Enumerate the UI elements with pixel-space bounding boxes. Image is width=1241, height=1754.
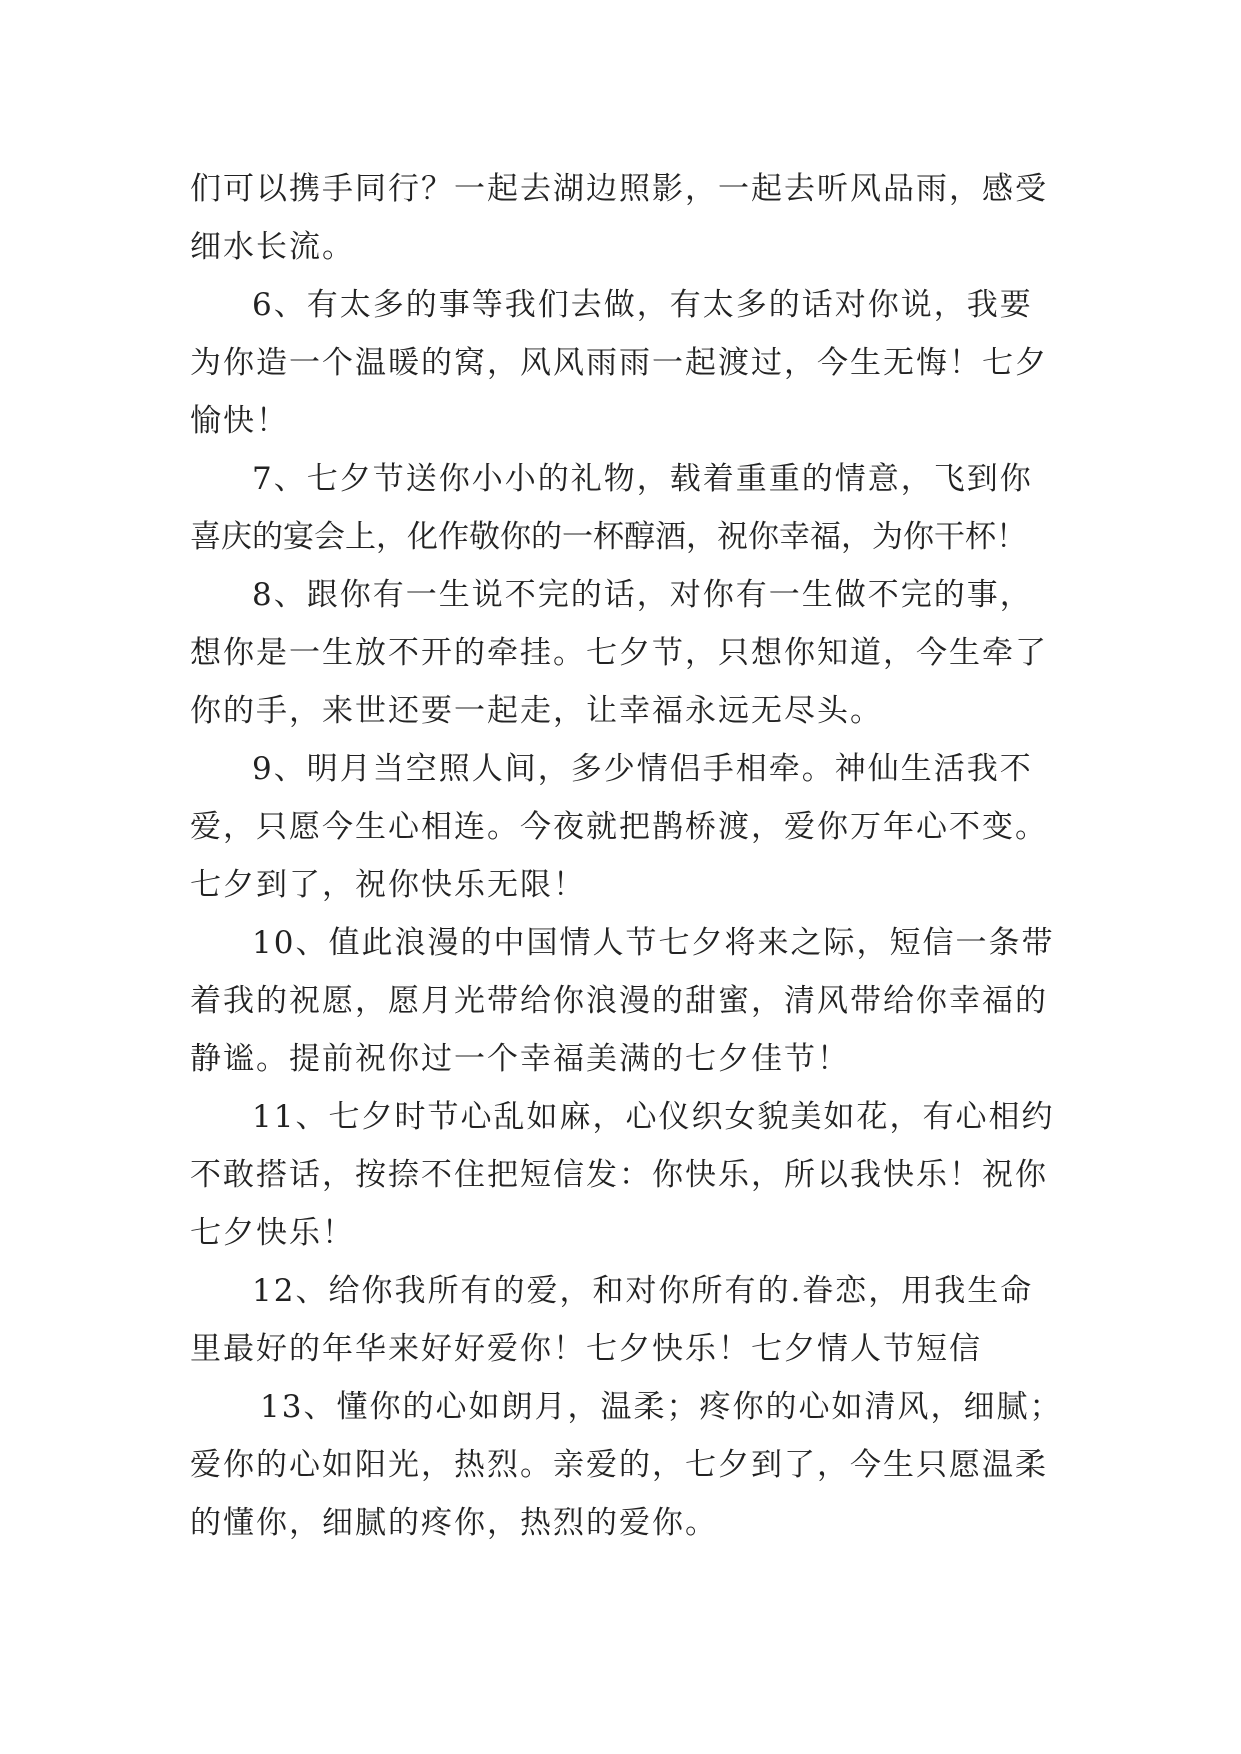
paragraph-start-11: 11、七夕时节心乱如麻，心仪织女貌美如花，有心相约 <box>252 1099 1055 1135</box>
text-line: 七夕快乐！ <box>190 1215 355 1251</box>
text-line: 七夕到了，祝你快乐无限！ <box>190 867 586 903</box>
text-line: 愉快！ <box>190 403 289 439</box>
text-line: 想你是一生放不开的牵挂。七夕节，只想你知道，今生牵了 <box>190 635 1048 671</box>
text-line: 你的手，来世还要一起走，让幸福永远无尽头。 <box>190 693 883 729</box>
paragraph-start-8: 8、跟你有一生说不完的话，对你有一生做不完的事， <box>252 577 1033 613</box>
paragraph-start-10: 10、值此浪漫的中国情人节七夕将来之际，短信一条带 <box>252 925 1055 961</box>
text-line: 为你造一个温暖的窝，风风雨雨一起渡过，今生无悔！七夕 <box>190 345 1048 381</box>
text-line: 们可以携手同行？一起去湖边照影，一起去听风品雨，感受 <box>190 171 1048 207</box>
document-body <box>190 160 1063 1552</box>
paragraph-start-7: 7、七夕节送你小小的礼物，载着重重的情意，飞到你 <box>252 461 1033 497</box>
text-line: 不敢搭话，按捺不住把短信发：你快乐，所以我快乐！祝你 <box>190 1157 1048 1193</box>
text-line: 爱，只愿今生心相连。今夜就把鹊桥渡，爱你万年心不变。 <box>190 809 1048 845</box>
text-line: 细水长流。 <box>190 229 355 265</box>
paragraph-start-13: 13、懂你的心如朗月，温柔；疼你的心如清风，细腻； <box>260 1389 1063 1425</box>
text-line: 爱你的心如阳光，热烈。亲爱的，七夕到了，今生只愿温柔 <box>190 1447 1048 1483</box>
text-line: 的懂你，细腻的疼你，热烈的爱你。 <box>190 1505 718 1541</box>
paragraph-start-6: 6、有太多的事等我们去做，有太多的话对你说，我要 <box>252 287 1033 323</box>
text-line: 喜庆的宴会上，化作敬你的一杯醇酒，祝你幸福，为你干杯！ <box>190 519 1027 555</box>
paragraph-start-9: 9、明月当空照人间，多少情侣手相牵。神仙生活我不 <box>252 751 1033 787</box>
paragraph-start-12: 12、给你我所有的爱，和对你所有的.眷恋，用我生命 <box>252 1273 1034 1309</box>
text-line: 着我的祝愿，愿月光带给你浪漫的甜蜜，清风带给你幸福的 <box>190 983 1048 1019</box>
text-line: 静谧。提前祝你过一个幸福美满的七夕佳节！ <box>190 1041 850 1077</box>
text-line: 里最好的年华来好好爱你！七夕快乐！七夕情人节短信 <box>190 1331 982 1367</box>
